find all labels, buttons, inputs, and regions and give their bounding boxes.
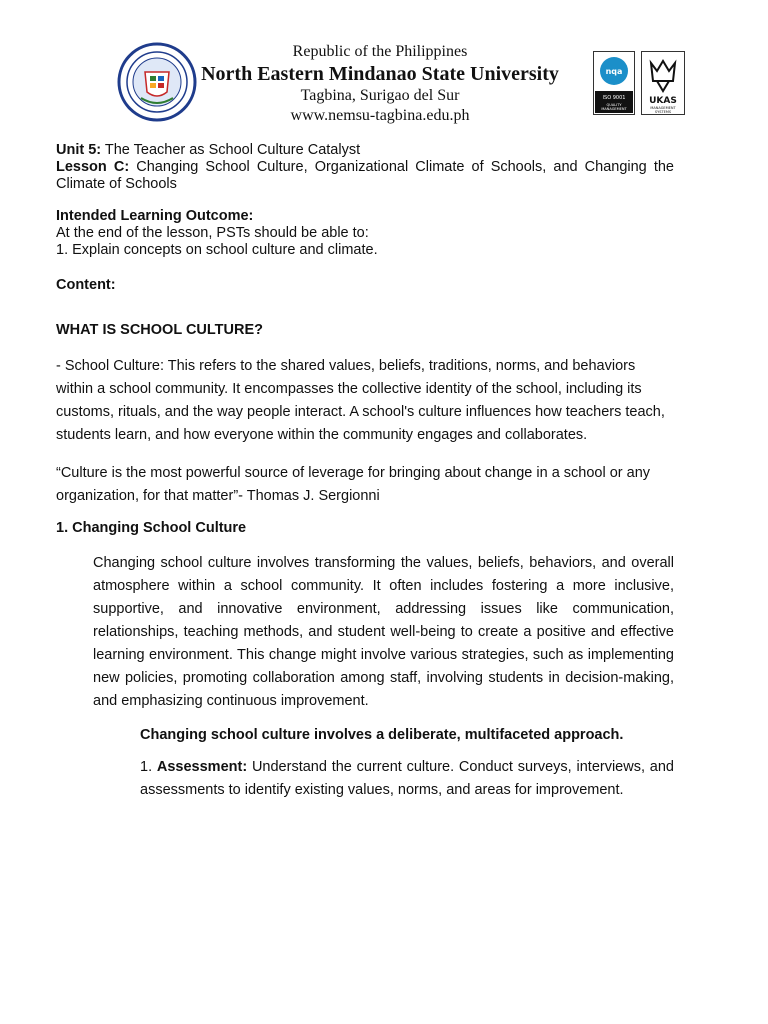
ilo-item-1: 1. Explain concepts on school culture and climate. — [56, 242, 378, 258]
step-text: Understand the current culture. Conduct surveys, interviews, and assessments to identify existing values, norms, and areas for improvement. — [140, 759, 674, 798]
unit-title: The Teacher as School Culture Catalyst — [101, 142, 361, 158]
header-university-name: North Eastern Mindanao State University — [201, 63, 559, 85]
svg-text:nqa: nqa — [605, 67, 623, 76]
nqa-iso-certification-icon — [593, 51, 635, 115]
svg-text:MANAGEMENT: MANAGEMENT — [601, 107, 627, 111]
ilo-intro: At the end of the lesson, PSTs should be able to: — [56, 225, 369, 241]
step-number: 1. — [140, 759, 157, 775]
ilo-heading: Intended Learning Outcome: — [56, 208, 254, 224]
svg-text:UKAS: UKAS — [649, 96, 677, 106]
lesson-label: Lesson C: — [56, 159, 130, 175]
subsection-heading: 1. Changing School Culture — [56, 520, 247, 536]
unit-label: Unit 5: — [56, 142, 102, 158]
svg-text:QUALITY: QUALITY — [606, 103, 622, 107]
lesson-line — [56, 159, 674, 193]
letterhead — [0, 0, 768, 130]
sergionni-quote: “Culture is the most powerful source of leverage for bringing about change in a school or any organization, for that matter”- Thomas J. Sergionni — [56, 465, 651, 504]
document-body — [56, 142, 674, 802]
section-heading: WHAT IS SCHOOL CULTURE? — [56, 322, 264, 338]
header-website: www.nemsu-tagbina.edu.ph — [290, 107, 470, 124]
ukas-certification-icon — [641, 51, 685, 115]
school-culture-definition: - School Culture: This refers to the shared values, beliefs, traditions, norms, and behaviors within a school community. It encompasses the collective identity of the school, including its customs, rituals, and the way people interact. A school's culture influences how teachers teach, students learn, and how everyone within the community engages and collaborates. — [56, 358, 665, 443]
svg-text:MANAGEMENT: MANAGEMENT — [650, 106, 676, 110]
lesson-title: Changing School Culture, Organizational Climate of Schools, and Changing the Climate of Schools — [56, 159, 674, 192]
unit-line — [56, 142, 674, 159]
assessment-step — [140, 756, 674, 802]
svg-text:ISO 9001: ISO 9001 — [602, 95, 626, 101]
svg-text:SYSTEMS: SYSTEMS — [654, 110, 672, 114]
changing-culture-paragraph: Changing school culture involves transforming the values, beliefs, behaviors, and overall atmosphere within a school community. It often includes fostering a more inclusive, supportive, and innovative environment, addressing issues like communication, relationships, teaching methods, and student well-being to create a positive and effective learning environment. This change might involve various strategies, such as implementing new policies, promoting collaboration among staff, involving students in decision-making, and emphasizing continuous improvement. — [93, 555, 674, 709]
header-address: Tagbina, Surigao del Sur — [300, 87, 460, 104]
header-republic: Republic of the Philippines — [292, 43, 468, 60]
approach-heading: Changing school culture involves a deliberate, multifaceted approach. — [140, 727, 624, 743]
step-label: Assessment: — [156, 759, 248, 775]
content-heading: Content: — [56, 277, 116, 293]
